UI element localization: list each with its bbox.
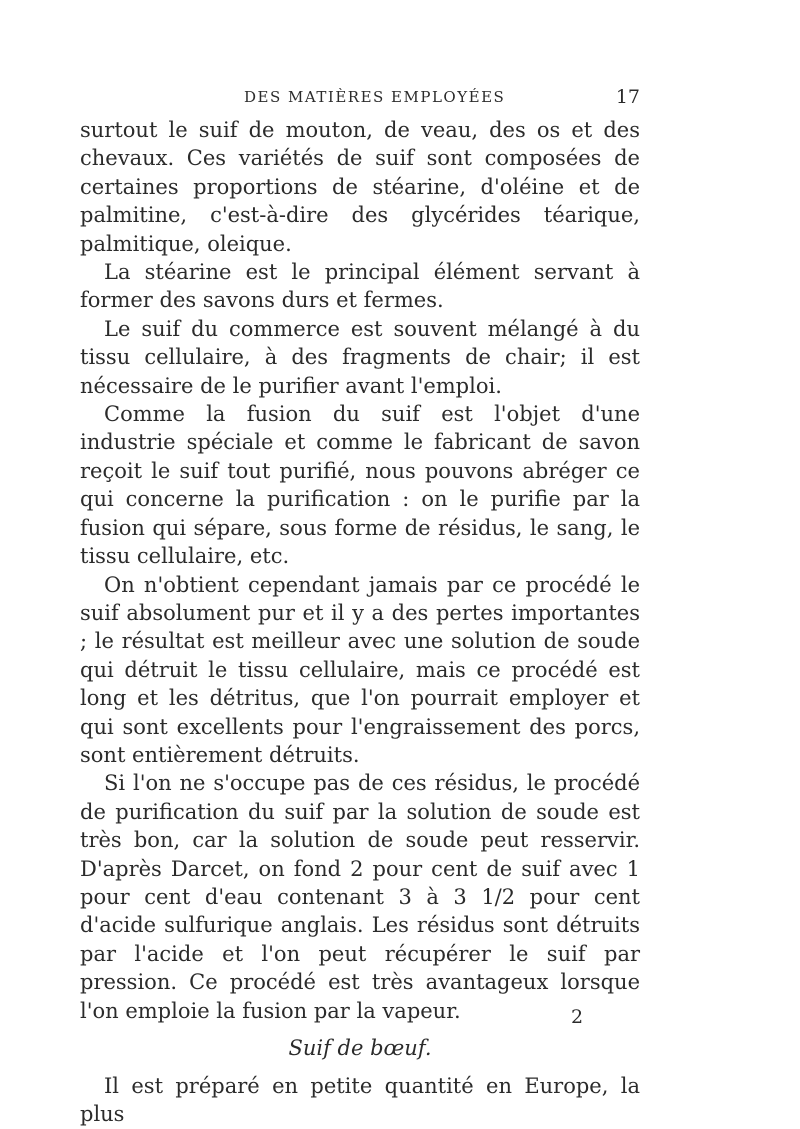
paragraph-3: Le suif du commerce est souvent mélangé à du tissu cellulaire, à des fragments de chair; il est nécessaire de le purifier avant l'emploi. xyxy=(80,316,640,398)
running-head xyxy=(80,88,640,114)
paragraph-6: Si l'on ne s'occupe pas de ces résidus, le procédé de purification du suif par la solution de soude est très bon, car la solution de soude peut resservir. D'après Darcet, on fond 2 pour cent de suif avec 1 pour cent d'eau contenant 3 à 3 1/2 pour cent d'acide sulfurique anglais. Les résidus sont détruits par l'acide et l'on peut récupérer le suif par pression. Ce procédé est très avantageux lorsque l'on emploie la fusion par la vapeur. xyxy=(80,771,640,1023)
paragraph-1: surtout le suif de mouton, de veau, des os et des chevaux. Ces variétés de suif sont composées de certaines proportions de stéarine, d'oléine et de palmitine, c'est-à-dire des glycérides téarique, palmitique, oleique. xyxy=(80,118,640,256)
signature-mark: 2 xyxy=(571,1006,584,1028)
paragraph-2: La stéarine est le principal élément servant à former des savons durs et fermes. xyxy=(80,260,640,313)
paragraph-5: On n'obtient cependant jamais par ce procédé le suif absolument pur et il y a des pertes importantes ; le résultat est meilleur avec une solution de soude qui détruit le tissu cellulaire, mais ce procédé est long et les détritus, que l'on pourrait employer et qui sont excellents pour l'engraissement des porcs, sont entièrement détruits. xyxy=(80,572,640,767)
running-title: DES MATIÈRES EMPLOYÉES xyxy=(244,88,506,106)
paragraph-4: Comme la fusion du suif est l'objet d'une industrie spéciale et comme le fabricant de savon reçoit le suif tout purifié, nous pouvons abréger ce qui concerne la purification : on le purifie par la fusion qui sépare, sous forme de résidus, le sang, le tissu cellulaire, etc. xyxy=(80,402,640,569)
body-text xyxy=(80,116,640,1129)
section-first-line: Il est préparé en petite quantité en Europe, la plus xyxy=(80,1074,640,1127)
page-number: 17 xyxy=(615,86,640,108)
section-heading: Suif de bœuf. xyxy=(288,1036,432,1060)
